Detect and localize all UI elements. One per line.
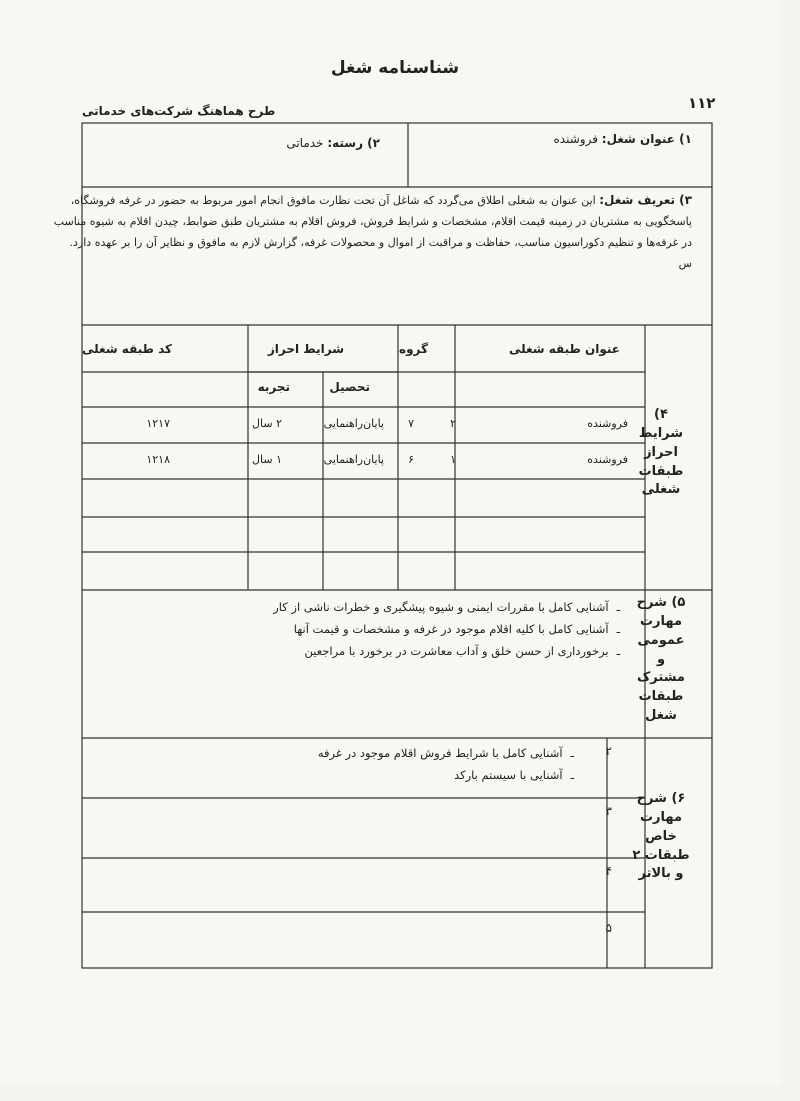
- definition-label: ۳) تعریف شغل:: [599, 193, 692, 207]
- job-title-field: [554, 132, 692, 147]
- cell-experience: ۱ سال: [252, 453, 282, 466]
- dash-glyph: ـ: [570, 746, 574, 760]
- job-title-value: فروشنده: [553, 132, 598, 146]
- skill-level-number: ۵: [605, 921, 612, 935]
- list-item: ـآشنایی با سیستم بارکد: [454, 768, 574, 782]
- general-skills-section-label: ۵) شرح مهارت عمومی و مشترک طبقات شغل: [636, 595, 686, 724]
- skill-level-number: ۳: [605, 804, 612, 818]
- category-value: خدماتی: [286, 136, 324, 150]
- cell-education: پایان‌راهنمایی: [323, 453, 384, 466]
- specific-skills-list: [318, 744, 574, 788]
- skill-level-number: ۲: [605, 744, 612, 758]
- specific-skills-section-label: ۶) شرح مهارت خاص طبقات ۲ و بالاتر: [632, 791, 690, 882]
- qualifications-section-label: ۴) شرایط احراز طبقات شغلی: [638, 407, 684, 498]
- cell-experience: ۲ سال: [252, 417, 282, 430]
- cell-class-title: فروشنده: [587, 453, 628, 466]
- list-item: ـآشنایی کامل با شرایط فروش اقلام موجود در غرفه: [317, 746, 574, 760]
- dash-glyph: ـ: [616, 622, 620, 636]
- cell-class-code: ۱۲۱۷: [146, 417, 170, 430]
- header-class-code: کد طبقه شغلی: [82, 342, 172, 356]
- running-head: طرح هماهنگ شرکت‌های خدماتی: [82, 104, 276, 118]
- dash-glyph: ـ: [570, 768, 574, 782]
- header-class-title: عنوان طبقه شغلی: [508, 342, 620, 356]
- definition-line: پاسخگویی به مشتریان در زمینه قیمت اقلام، مشخصات و شرایط فروش، فروش اقلام به مشتریان طبق ضوابط، چیدن اقلام به شیوه مناسب: [53, 215, 692, 228]
- cell-group: ۷: [408, 417, 414, 430]
- definition-line: این عنوان به شغلی اطلاق می‌گردد که شاغل آن تحت نظارت مافوق انجام امور مربوط به حضور در غرفه فروشگاه،: [70, 194, 596, 207]
- header-experience: تجربه: [257, 380, 290, 394]
- cell-class-title: فروشنده: [587, 417, 628, 430]
- page-title: شناسنامه شغل: [330, 58, 460, 78]
- page-number: ۱۱۲: [688, 94, 716, 112]
- cell-group: ۶: [408, 453, 414, 466]
- definition-block: [53, 190, 692, 274]
- job-title-label: ۱) عنوان شغل:: [601, 132, 692, 146]
- cell-level: ۲: [450, 417, 456, 430]
- general-skills-list: [273, 598, 620, 664]
- cell-level: ۱: [450, 453, 456, 466]
- definition-line: س: [678, 257, 692, 270]
- list-item: ـبرخورداری از حسن خلق و آداب معاشرت در برخورد با مراجعین: [304, 644, 620, 658]
- header-education: تحصیل: [329, 380, 370, 394]
- dash-glyph: ـ: [616, 600, 620, 614]
- header-group: گروه: [399, 342, 428, 356]
- category-field: [286, 136, 380, 151]
- cell-education: پایان‌راهنمایی: [323, 417, 384, 430]
- definition-line: در غرفه‌ها و تنظیم دکوراسیون مناسب، حفاظت و مراقبت از اموال و محصولات غرفه، گزارش لازم به مافوق و نظایر آن را بر عهده دارد.: [69, 236, 692, 249]
- dash-glyph: ـ: [616, 644, 620, 658]
- category-label: ۲) رسته:: [327, 136, 380, 150]
- header-requirements: شرایط احراز: [267, 342, 344, 356]
- skill-level-number: ۴: [605, 864, 612, 878]
- list-item: ـآشنایی کامل با کلیه اقلام موجود در غرفه و مشخصات و قیمت آنها: [293, 622, 620, 636]
- cell-class-code: ۱۲۱۸: [146, 453, 170, 466]
- list-item: ـآشنایی کامل با مقررات ایمنی و شیوه پیشگیری و خطرات ناشی از کار: [273, 600, 620, 614]
